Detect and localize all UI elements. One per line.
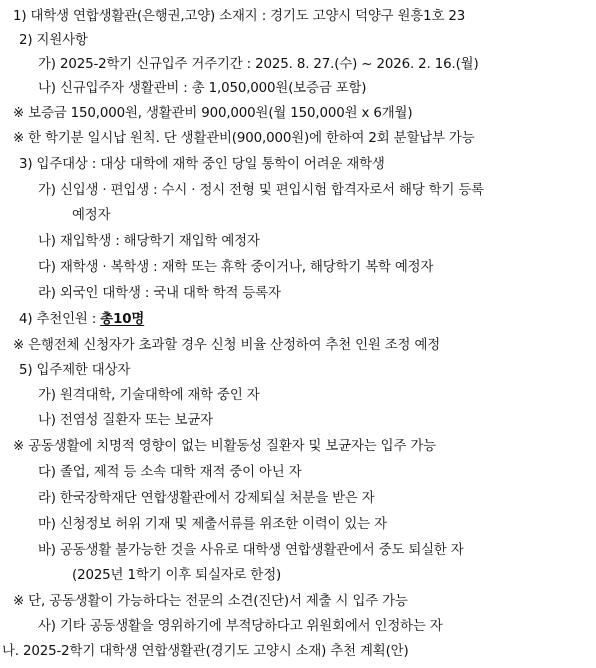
item-5-ra-expelled: 라) 한국장학재단 연합생활관에서 강제퇴실 처분을 받은 자 [38, 491, 375, 506]
recommend-count: 총10명 [100, 312, 145, 327]
item-3-ga-freshman: 가) 신입생 · 편입생 : 수시 · 정시 전형 및 편입시험 합격자로서 해당 학기 등록 [38, 183, 484, 198]
section-na-plan-heading: 나. 2025-2학기 대학생 연합생활관(경기도 고양시 소재) 추천 계획(안) [2, 644, 409, 659]
item-5-heading: 5) 입주제한 대상자 [19, 363, 131, 378]
item-4-label: 4) 추천인원 : [19, 312, 101, 327]
item-5-ba-continued: (2025년 1학기 이후 퇴실자로 한정) [72, 568, 282, 583]
item-5-ga-remote: 가) 원격대학, 기술대학에 재학 중인 자 [38, 388, 260, 403]
item-2-ga-period: 가) 2025-2학기 신규입주 거주기간 : 2025. 8. 27.(수) ~ 2026. 2. 16.(월) [38, 57, 479, 72]
item-3-heading: 3) 입주대상 : 대상 대학에 재학 중인 당일 통학이 어려운 재학생 [19, 157, 385, 172]
note-deposit: ※ 보증금 150,000원, 생활관비 900,000원(월 150,000원 x 6개월) [13, 106, 413, 121]
item-5-na-disease: 나) 전염성 질환자 또는 보균자 [38, 413, 213, 428]
item-4-recommend [19, 310, 144, 330]
item-3-ga-continued: 예정자 [72, 208, 111, 223]
item-5-sa-other: 사) 기타 공동생활을 영위하기에 부적당하다고 위원회에서 인정하는 자 [38, 619, 443, 634]
item-5-da-graduated: 다) 졸업, 제적 등 소속 대학 재적 중이 아닌 자 [38, 465, 302, 480]
item-5-ma-forgery: 마) 신청정보 허위 기재 및 제출서류를 위조한 이력이 있는 자 [38, 517, 387, 532]
note-payment: ※ 한 학기분 일시납 원칙. 단 생활관비(900,000원)에 한하여 2회 분할납부 가능 [13, 131, 475, 146]
item-3-na-readmit: 나) 재입학생 : 해당학기 재입학 예정자 [38, 234, 260, 249]
note-inactive: ※ 공동생활에 치명적 영향이 없는 비활동성 질환자 및 보균자는 입주 가능 [13, 439, 436, 454]
item-1-location: 1) 대학생 연합생활관(은행권,고양) 소재지 : 경기도 고양시 덕양구 원흥1호 23 [13, 9, 466, 24]
item-2-na-fee: 나) 신규입주자 생활관비 : 총 1,050,000원(보증금 포함) [38, 81, 367, 96]
note-doctor: ※ 단, 공동생활이 가능하다는 전문의 소견(진단)서 제출 시 입주 가능 [13, 594, 408, 609]
item-3-ra-foreign: 라) 외국인 대학생 : 국내 대학 학적 등록자 [38, 286, 281, 301]
item-5-ba-leave: 바) 공동생활 불가능한 것을 사유로 대학생 연합생활관에서 중도 퇴실한 자 [38, 543, 464, 558]
item-2-heading: 2) 지원사항 [19, 33, 88, 48]
item-3-da-enrolled: 다) 재학생 · 복학생 : 재학 또는 휴학 중이거나, 해당학기 복학 예정자 [38, 260, 434, 275]
note-adjust: ※ 은행전체 신청자가 초과할 경우 신청 비율 산정하여 추천 인원 조정 예정 [13, 338, 441, 353]
